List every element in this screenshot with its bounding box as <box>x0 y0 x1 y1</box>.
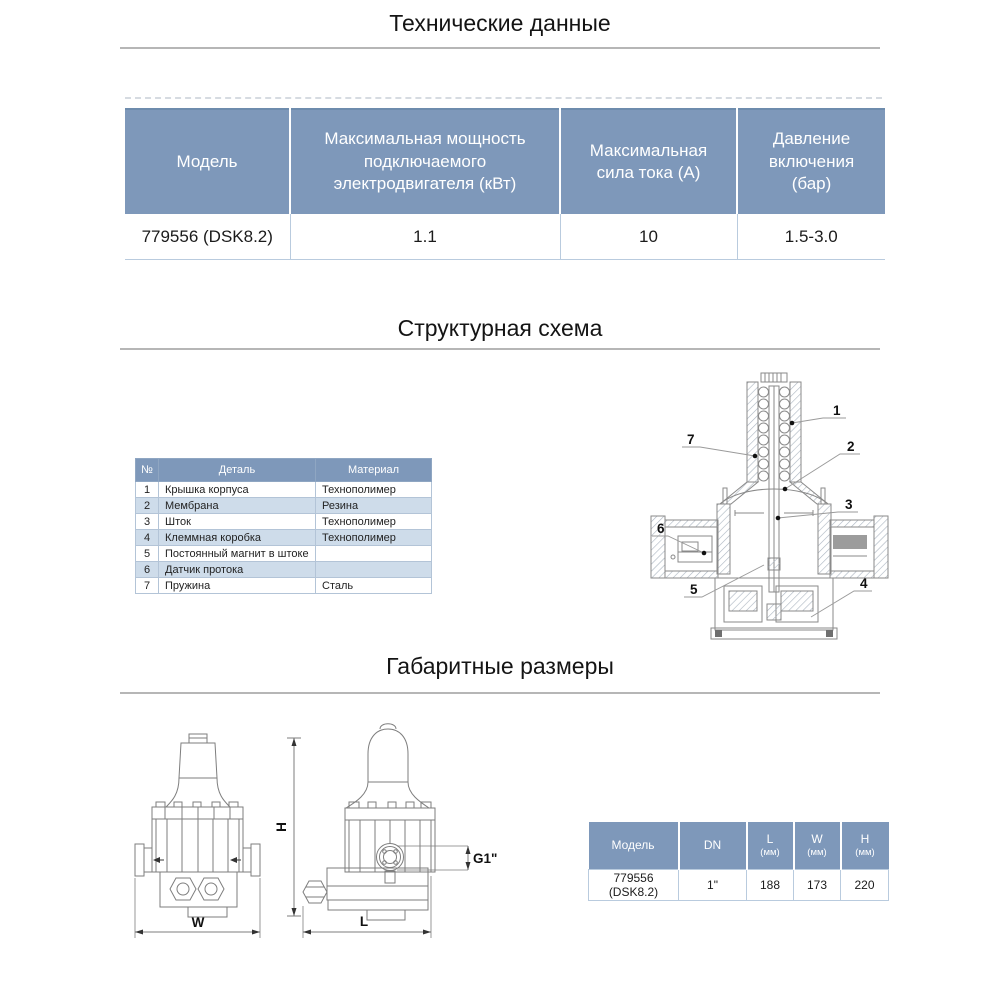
callout-5: 5 <box>690 582 698 597</box>
column-header-dn: DN <box>679 822 747 870</box>
max-current-cell: 10 <box>560 214 737 260</box>
overall-dimensions-table <box>588 822 889 901</box>
faint-dashed-separator <box>125 97 882 99</box>
column-header-number: № <box>136 459 159 482</box>
front-view-drawing <box>110 715 300 960</box>
part-material: Технополимер <box>316 514 432 530</box>
parts-row <box>136 578 432 594</box>
part-number: 7 <box>136 578 159 594</box>
callout-6: 6 <box>657 521 665 536</box>
part-number: 1 <box>136 482 159 498</box>
section-divider <box>120 692 880 694</box>
section-divider <box>120 47 880 49</box>
w-cell: 173 <box>794 870 841 901</box>
section-title-dimensions: Габаритные размеры <box>386 653 614 679</box>
model-cell: 779556 (DSK8.2) <box>589 870 679 901</box>
callout-7: 7 <box>687 432 695 447</box>
column-header-w: W (мм) <box>794 822 841 870</box>
part-name: Крышка корпуса <box>159 482 316 498</box>
part-material: Технополимер <box>316 530 432 546</box>
parts-materials-table <box>135 458 432 594</box>
part-name: Постоянный магнит в штоке <box>159 546 316 562</box>
structure-cross-section-diagram <box>640 370 900 650</box>
callout-4: 4 <box>860 576 868 591</box>
section-title-structure: Структурная схема <box>397 315 603 341</box>
column-header-h: H (мм) <box>841 822 889 870</box>
model-cell: 779556 (DSK8.2) <box>125 214 290 260</box>
technical-table-row <box>125 214 885 260</box>
technical-table-header-row <box>125 109 885 214</box>
height-dimension-label: H <box>274 822 289 832</box>
part-name: Клеммная коробка <box>159 530 316 546</box>
pressure-cell: 1.5-3.0 <box>737 214 885 260</box>
technical-data-table <box>125 108 885 260</box>
part-material <box>316 562 432 578</box>
part-material: Сталь <box>316 578 432 594</box>
part-number: 3 <box>136 514 159 530</box>
part-name: Шток <box>159 514 316 530</box>
parts-row <box>136 482 432 498</box>
part-material: Резина <box>316 498 432 514</box>
thread-size-label: G1" <box>473 851 498 866</box>
dimensions-table-header-row <box>589 822 889 870</box>
parts-row <box>136 546 432 562</box>
parts-row <box>136 530 432 546</box>
parts-row <box>136 498 432 514</box>
part-name: Пружина <box>159 578 316 594</box>
column-header-l: L (мм) <box>747 822 794 870</box>
part-number: 5 <box>136 546 159 562</box>
column-header-max-power: Максимальная мощность подключаемого электродвигателя (кВт) <box>290 109 560 214</box>
column-header-max-current: Максимальная сила тока (А) <box>560 109 737 214</box>
part-material: Технополимер <box>316 482 432 498</box>
part-number: 2 <box>136 498 159 514</box>
parts-table-header-row <box>136 459 432 482</box>
part-name: Мембрана <box>159 498 316 514</box>
arrow-heads <box>135 738 297 935</box>
h-cell: 220 <box>841 870 889 901</box>
side-view-drawing <box>300 710 500 965</box>
parts-row <box>136 562 432 578</box>
column-header-material: Материал <box>316 459 432 482</box>
dn-cell: 1" <box>679 870 747 901</box>
parts-row <box>136 514 432 530</box>
callout-2: 2 <box>847 439 855 454</box>
max-power-cell: 1.1 <box>290 214 560 260</box>
column-header-model: Модель <box>125 109 290 214</box>
column-header-model: Модель <box>589 822 679 870</box>
callout-1: 1 <box>833 403 841 418</box>
callout-3: 3 <box>845 497 853 512</box>
section-title-technical-data: Технические данные <box>389 10 611 36</box>
section-divider <box>120 348 880 350</box>
width-dimension-label: W <box>191 915 205 930</box>
part-number: 6 <box>136 562 159 578</box>
part-name: Датчик протока <box>159 562 316 578</box>
l-cell: 188 <box>747 870 794 901</box>
part-number: 4 <box>136 530 159 546</box>
part-material <box>316 546 432 562</box>
column-header-pressure: Давление включения (бар) <box>737 109 885 214</box>
dimensions-table-row <box>589 870 889 901</box>
column-header-part: Деталь <box>159 459 316 482</box>
length-dimension-label: L <box>359 914 369 929</box>
